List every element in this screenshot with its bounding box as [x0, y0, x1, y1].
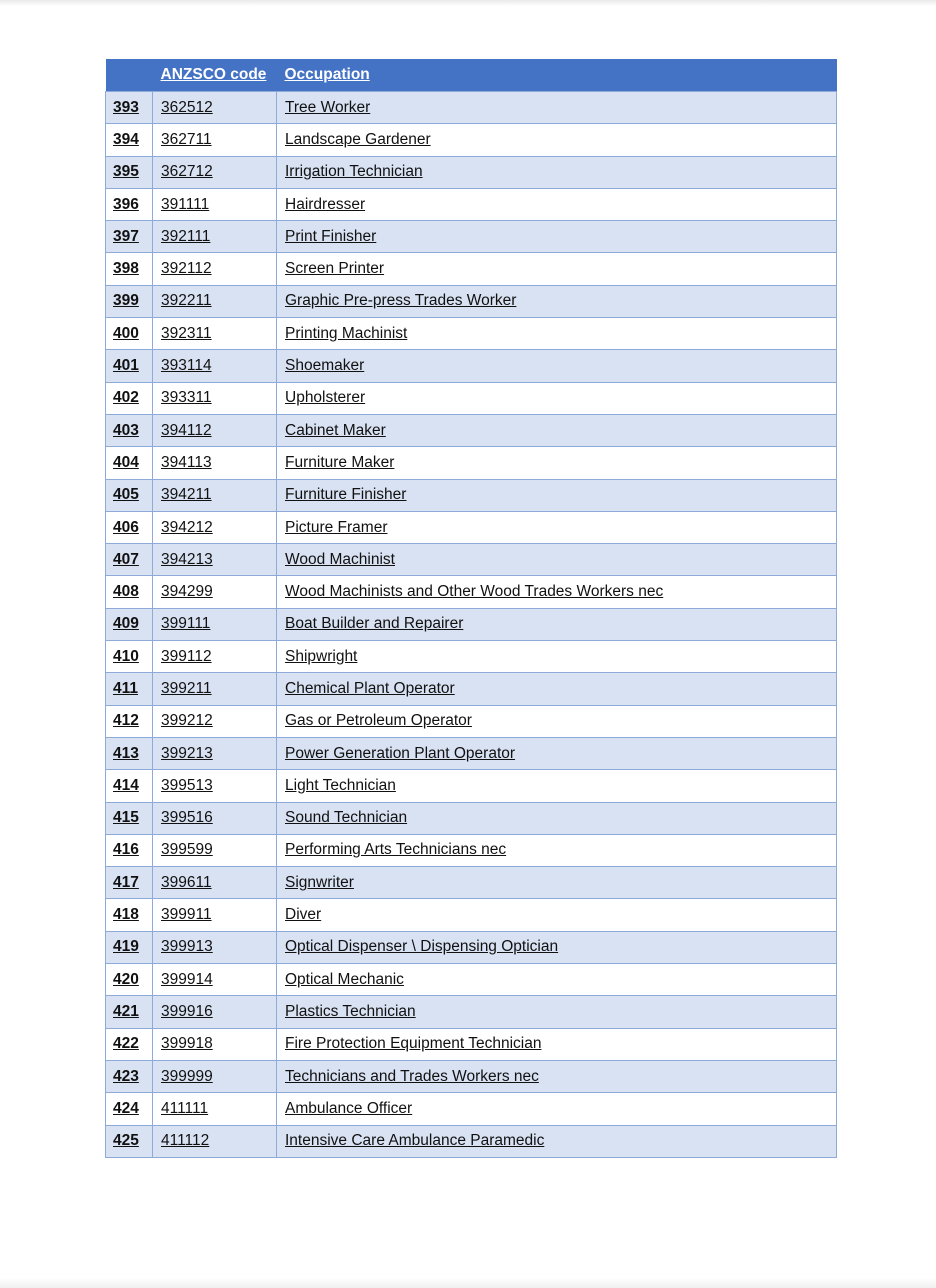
occupation-link-cell — [277, 544, 837, 576]
anzsco-code-link[interactable]: 399914 — [161, 970, 213, 988]
anzsco-code-link[interactable]: 399212 — [161, 712, 213, 730]
row-number[interactable]: 403 — [113, 421, 139, 439]
occupation-link-cell — [277, 414, 837, 446]
row-number[interactable]: 409 — [113, 615, 139, 633]
occupation-link-cell — [277, 253, 837, 285]
anzsco-code-link-cell — [153, 447, 277, 479]
anzsco-code-link-cell — [153, 673, 277, 705]
table-row — [106, 414, 837, 446]
anzsco-code-link[interactable]: 391111 — [161, 195, 210, 213]
row-number-cell — [106, 318, 153, 350]
anzsco-code-link-cell — [153, 867, 277, 899]
table-row — [106, 318, 837, 350]
occupation-link-cell — [277, 188, 837, 220]
anzsco-code-link[interactable]: 399599 — [161, 841, 213, 859]
table-row — [106, 285, 837, 317]
anzsco-code-link-cell — [153, 641, 277, 673]
row-number[interactable]: 412 — [113, 712, 139, 730]
anzsco-code-link-cell — [153, 931, 277, 963]
anzsco-code-link[interactable]: 399111 — [161, 615, 211, 633]
occupation-link-cell — [277, 802, 837, 834]
row-number-cell — [106, 673, 153, 705]
row-number[interactable]: 397 — [113, 227, 139, 245]
table-row — [106, 511, 837, 543]
anzsco-code-link[interactable]: 362512 — [161, 98, 213, 116]
anzsco-code-link[interactable]: 399112 — [161, 647, 212, 665]
occupation-link[interactable]: Light Technician — [285, 776, 396, 794]
occupation-link[interactable]: Plastics Technician — [285, 1002, 416, 1020]
table-row — [106, 544, 837, 576]
occupation-link[interactable]: Furniture Maker — [285, 453, 395, 471]
occupation-link-cell — [277, 285, 837, 317]
anzsco-code-link-cell — [153, 737, 277, 769]
anzsco-code-link-cell — [153, 996, 277, 1028]
table-row — [106, 350, 837, 382]
row-number[interactable]: 398 — [113, 260, 139, 278]
row-number[interactable]: 394 — [113, 130, 139, 148]
row-number[interactable]: 422 — [113, 1035, 139, 1053]
row-number[interactable]: 406 — [113, 518, 139, 536]
occupation-link-cell — [277, 996, 837, 1028]
occupation-link-cell — [277, 382, 837, 414]
anzsco-code-link[interactable]: 393311 — [161, 389, 212, 407]
occupation-link-cell — [277, 608, 837, 640]
table-row — [106, 221, 837, 253]
anzsco-code-link[interactable]: 392111 — [161, 227, 211, 245]
header-anzsco-code: ANZSCO code — [153, 59, 277, 92]
occupation-link-cell — [277, 92, 837, 124]
anzsco-code-link-cell — [153, 221, 277, 253]
occupation-link-cell — [277, 156, 837, 188]
occupation-link[interactable]: Signwriter — [285, 873, 354, 891]
anzsco-code-link-cell — [153, 834, 277, 866]
table-row — [106, 996, 837, 1028]
occupation-link[interactable]: Wood Machinists and Other Wood Trades Workers nec — [285, 583, 664, 601]
occupation-link-cell — [277, 124, 837, 156]
table-row — [106, 737, 837, 769]
row-number-cell — [106, 1028, 153, 1060]
table-row — [106, 1060, 837, 1092]
anzsco-code-link-cell — [153, 156, 277, 188]
anzsco-code-link[interactable]: 362711 — [161, 130, 212, 148]
occupation-link[interactable]: Technicians and Trades Workers nec — [285, 1067, 539, 1085]
row-number[interactable]: 415 — [113, 809, 139, 827]
row-number[interactable]: 411 — [113, 679, 139, 697]
occupation-link-cell — [277, 931, 837, 963]
anzsco-code-link-cell — [153, 899, 277, 931]
row-number[interactable]: 404 — [113, 453, 139, 471]
row-number-cell — [106, 899, 153, 931]
row-number[interactable]: 419 — [113, 938, 139, 956]
row-number-cell — [106, 124, 153, 156]
table-row — [106, 253, 837, 285]
anzsco-code-link-cell — [153, 1028, 277, 1060]
row-number-cell — [106, 92, 153, 124]
occupation-link-cell — [277, 964, 837, 996]
occupation-link[interactable]: Print Finisher — [285, 227, 377, 245]
occupation-link[interactable]: Shoemaker — [285, 357, 365, 375]
occupation-table — [105, 59, 837, 1158]
occupation-link[interactable]: Screen Printer — [285, 260, 385, 278]
occupation-link[interactable]: Printing Machinist — [285, 324, 408, 342]
row-number[interactable]: 396 — [113, 195, 139, 213]
row-number[interactable]: 424 — [113, 1099, 139, 1117]
table-row — [106, 447, 837, 479]
occupation-link-cell — [277, 511, 837, 543]
row-number-cell — [106, 1060, 153, 1092]
row-number-cell — [106, 705, 153, 737]
row-number-cell — [106, 802, 153, 834]
anzsco-code-link[interactable]: 393114 — [161, 357, 212, 375]
anzsco-code-link[interactable]: 399999 — [161, 1067, 213, 1085]
occupation-link[interactable]: Wood Machinist — [285, 550, 395, 568]
row-number[interactable]: 418 — [113, 906, 139, 924]
anzsco-code-link[interactable]: 394212 — [161, 518, 213, 536]
row-number-cell — [106, 964, 153, 996]
row-number-cell — [106, 414, 153, 446]
anzsco-code-link[interactable]: 399211 — [161, 679, 212, 697]
occupation-link[interactable]: Boat Builder and Repairer — [285, 615, 464, 633]
occupation-link[interactable]: Power Generation Plant Operator — [285, 744, 516, 762]
row-number[interactable]: 420 — [113, 970, 139, 988]
table-row — [106, 770, 837, 802]
anzsco-code-link[interactable]: 392311 — [161, 324, 212, 342]
row-number-cell — [106, 253, 153, 285]
row-number-cell — [106, 737, 153, 769]
row-number-cell — [106, 867, 153, 899]
occupation-link[interactable]: Irrigation Technician — [285, 163, 423, 181]
occupation-link-cell — [277, 1125, 837, 1157]
row-number[interactable]: 407 — [113, 550, 139, 568]
occupation-link-cell — [277, 318, 837, 350]
row-number-cell — [106, 285, 153, 317]
table-row — [106, 964, 837, 996]
occupation-link[interactable]: Fire Protection Equipment Technician — [285, 1035, 542, 1053]
anzsco-code-link[interactable]: 399911 — [161, 906, 212, 924]
occupation-link[interactable]: Sound Technician — [285, 809, 408, 827]
row-number[interactable]: 393 — [113, 98, 139, 116]
occupation-link[interactable]: Tree Worker — [285, 98, 371, 116]
table-row — [106, 834, 837, 866]
row-number[interactable]: 395 — [113, 163, 139, 181]
occupation-link-cell — [277, 479, 837, 511]
anzsco-code-link-cell — [153, 1093, 277, 1125]
occupation-link-cell — [277, 1093, 837, 1125]
anzsco-code-link[interactable]: 394113 — [161, 453, 212, 471]
anzsco-code-link[interactable]: 399913 — [161, 938, 213, 956]
row-number-cell — [106, 576, 153, 608]
occupation-link[interactable]: Ambulance Officer — [285, 1099, 413, 1117]
anzsco-code-link-cell — [153, 608, 277, 640]
anzsco-code-link-cell — [153, 414, 277, 446]
row-number[interactable]: 425 — [113, 1132, 139, 1150]
table-row — [106, 382, 837, 414]
anzsco-code-link[interactable]: 392211 — [161, 292, 212, 310]
row-number[interactable]: 401 — [113, 357, 139, 375]
occupation-link[interactable]: Cabinet Maker — [285, 421, 386, 439]
row-number-cell — [106, 479, 153, 511]
row-number[interactable]: 414 — [113, 776, 139, 794]
table-row — [106, 641, 837, 673]
anzsco-code-link-cell — [153, 964, 277, 996]
occupation-link-cell — [277, 641, 837, 673]
header-occupation: Occupation — [277, 59, 837, 92]
anzsco-code-link-cell — [153, 318, 277, 350]
row-number[interactable]: 410 — [113, 647, 139, 665]
anzsco-code-link-cell — [153, 544, 277, 576]
occupation-link-cell — [277, 867, 837, 899]
anzsco-code-link-cell — [153, 770, 277, 802]
anzsco-code-link[interactable]: 394112 — [161, 421, 212, 439]
anzsco-code-link-cell — [153, 253, 277, 285]
anzsco-code-link-cell — [153, 1060, 277, 1092]
anzsco-code-link-cell — [153, 92, 277, 124]
table-row — [106, 479, 837, 511]
row-number[interactable]: 421 — [113, 1002, 139, 1020]
occupation-link-cell — [277, 834, 837, 866]
page-bottom-shade — [0, 1278, 936, 1288]
anzsco-code-link[interactable]: 399611 — [161, 873, 212, 891]
anzsco-code-link-cell — [153, 802, 277, 834]
table-row — [106, 867, 837, 899]
table-row — [106, 92, 837, 124]
table-row — [106, 124, 837, 156]
table-row — [106, 673, 837, 705]
row-number-cell — [106, 156, 153, 188]
occupation-link[interactable]: Picture Framer — [285, 518, 388, 536]
occupation-link[interactable]: Landscape Gardener — [285, 130, 431, 148]
table-row — [106, 1125, 837, 1157]
table-row — [106, 1093, 837, 1125]
row-number-cell — [106, 608, 153, 640]
occupation-link-cell — [277, 1060, 837, 1092]
occupation-link[interactable]: Gas or Petroleum Operator — [285, 712, 472, 730]
row-number-cell — [106, 188, 153, 220]
table-row — [106, 899, 837, 931]
row-number-cell — [106, 770, 153, 802]
row-number-cell — [106, 641, 153, 673]
anzsco-code-link[interactable]: 411111 — [161, 1099, 209, 1117]
occupation-link[interactable]: Chemical Plant Operator — [285, 679, 455, 697]
occupation-link-cell — [277, 221, 837, 253]
anzsco-code-link-cell — [153, 188, 277, 220]
anzsco-code-link-cell — [153, 479, 277, 511]
anzsco-code-link[interactable]: 399513 — [161, 776, 213, 794]
row-number[interactable]: 405 — [113, 486, 139, 504]
table-row — [106, 931, 837, 963]
row-number-cell — [106, 1125, 153, 1157]
occupation-link-cell — [277, 350, 837, 382]
anzsco-code-link[interactable]: 399516 — [161, 809, 213, 827]
occupation-link[interactable]: Hairdresser — [285, 195, 366, 213]
row-number-cell — [106, 350, 153, 382]
occupation-link[interactable]: Optical Dispenser \ Dispensing Optician — [285, 938, 559, 956]
occupation-link[interactable]: Shipwright — [285, 647, 358, 665]
occupation-link-cell — [277, 576, 837, 608]
anzsco-code-link-cell — [153, 576, 277, 608]
occupation-link[interactable]: Optical Mechanic — [285, 970, 404, 988]
anzsco-code-link[interactable]: 394211 — [161, 486, 212, 504]
occupation-link[interactable]: Performing Arts Technicians nec — [285, 841, 507, 859]
anzsco-code-link-cell — [153, 1125, 277, 1157]
occupation-link-cell — [277, 770, 837, 802]
row-number-cell — [106, 511, 153, 543]
occupation-link-cell — [277, 447, 837, 479]
occupation-link-cell — [277, 705, 837, 737]
occupation-link[interactable]: Diver — [285, 906, 322, 924]
row-number[interactable]: 399 — [113, 292, 139, 310]
table-body — [106, 92, 837, 1158]
occupation-link-cell — [277, 899, 837, 931]
occupation-link[interactable]: Intensive Care Ambulance Paramedic — [285, 1132, 545, 1150]
row-number[interactable]: 400 — [113, 324, 139, 342]
anzsco-code-link[interactable]: 411112 — [161, 1132, 210, 1150]
occupation-link[interactable]: Graphic Pre-press Trades Worker — [285, 292, 517, 310]
row-number[interactable]: 423 — [113, 1067, 139, 1085]
anzsco-code-link-cell — [153, 705, 277, 737]
occupation-link[interactable]: Furniture Finisher — [285, 486, 407, 504]
anzsco-code-link[interactable]: 394299 — [161, 583, 213, 601]
anzsco-code-link-cell — [153, 124, 277, 156]
anzsco-code-link[interactable]: 392112 — [161, 260, 212, 278]
row-number[interactable]: 417 — [113, 873, 139, 891]
anzsco-code-link[interactable]: 399916 — [161, 1002, 213, 1020]
anzsco-code-link-cell — [153, 350, 277, 382]
row-number-cell — [106, 931, 153, 963]
anzsco-code-link[interactable]: 362712 — [161, 163, 213, 181]
table-row — [106, 156, 837, 188]
table-row — [106, 1028, 837, 1060]
row-number[interactable]: 416 — [113, 841, 139, 859]
table-row — [106, 576, 837, 608]
anzsco-code-link[interactable]: 394213 — [161, 550, 213, 568]
page-top-shadow — [0, 0, 936, 6]
row-number-cell — [106, 834, 153, 866]
row-number-cell — [106, 544, 153, 576]
occupation-link-cell — [277, 673, 837, 705]
occupation-link-cell — [277, 1028, 837, 1060]
row-number-cell — [106, 382, 153, 414]
anzsco-code-link[interactable]: 399213 — [161, 744, 213, 762]
table-row — [106, 188, 837, 220]
table-header-row — [106, 59, 837, 92]
anzsco-code-link[interactable]: 399918 — [161, 1035, 213, 1053]
occupation-link-cell — [277, 737, 837, 769]
row-number[interactable]: 413 — [113, 744, 139, 762]
row-number[interactable]: 402 — [113, 389, 139, 407]
table-row — [106, 802, 837, 834]
row-number[interactable]: 408 — [113, 583, 139, 601]
anzsco-code-link-cell — [153, 285, 277, 317]
header-number — [106, 59, 153, 92]
anzsco-code-link-cell — [153, 382, 277, 414]
table-row — [106, 608, 837, 640]
occupation-link[interactable]: Upholsterer — [285, 389, 366, 407]
row-number-cell — [106, 447, 153, 479]
row-number-cell — [106, 221, 153, 253]
row-number-cell — [106, 996, 153, 1028]
table-row — [106, 705, 837, 737]
row-number-cell — [106, 1093, 153, 1125]
anzsco-code-link-cell — [153, 511, 277, 543]
